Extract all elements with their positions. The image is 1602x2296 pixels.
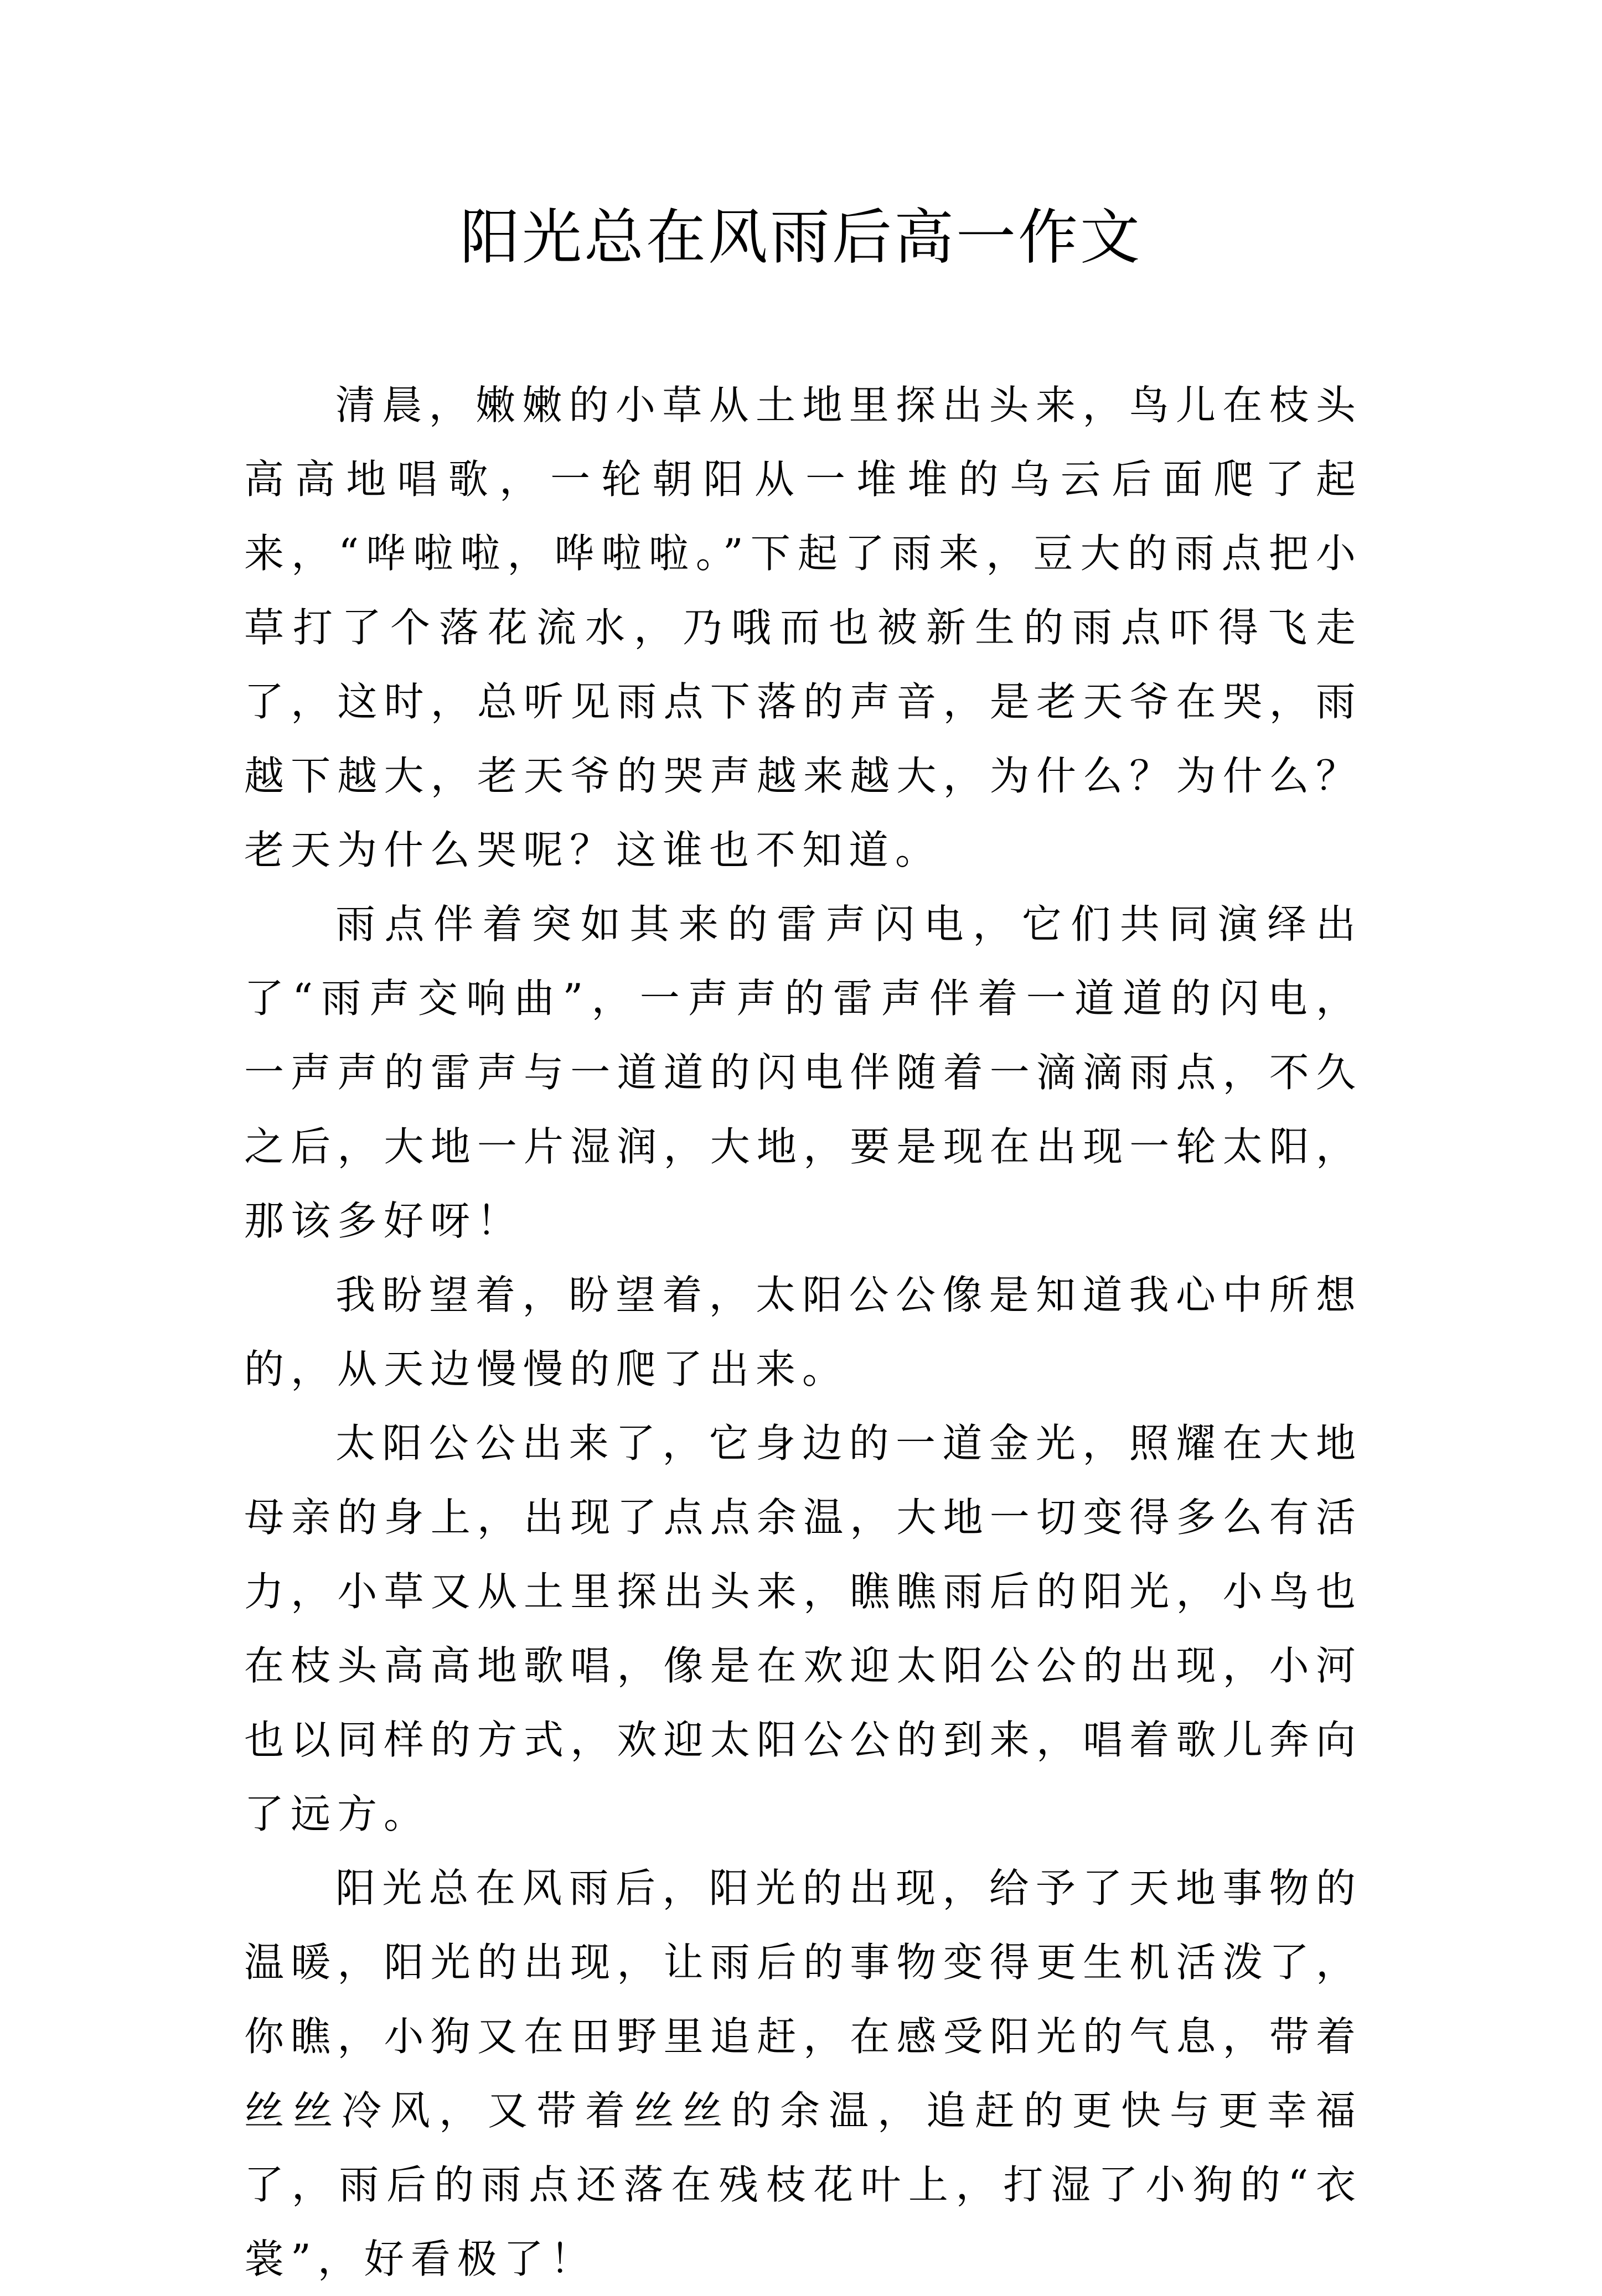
paragraph-4: 太阳公公出来了，它身边的一道金光，照耀在大地母亲的身上，出现了点点余温，大地一切变得多么有活力，小草又从土里探出头来，瞧瞧雨后的阳光，小鸟也在枝头高高地歌唱，像是在欢迎太阳公公的出现，小河也以同样的方式，欢迎太阳公公的到来，唱着歌儿奔向了远方。 — [244, 1420, 1362, 1837]
paragraph-1: 清晨，嫩嫩的小草从土地里探出头来，鸟儿在枝头高高地唱歌，一轮朝阳从一堆堆的乌云后面爬了起来，“哗啦啦，哗啦啦。”下起了雨来，豆大的雨点把小草打了个落花流水，乃哦而也被新生的雨点吓得飞走了，这时，总听见雨点下落的声音，是老天爷在哭，雨越下越大，老天爷的哭声越来越大，为什么？为什么？老天为什么哭呢？这谁也不知道。 — [244, 382, 1362, 873]
document-title: 阳光总在风雨后高一作文 — [459, 203, 1142, 272]
paragraph-3: 我盼望着，盼望着，太阳公公像是知道我心中所想的，从天边慢慢的爬了出来。 — [244, 1272, 1362, 1392]
document-body — [244, 368, 1362, 2296]
paragraph-5: 阳光总在风雨后，阳光的出现，给予了天地事物的温暖，阳光的出现，让雨后的事物变得更生机活泼了，你瞧，小狗又在田野里追赶，在感受阳光的气息，带着丝丝冷风，又带着丝丝的余温，追赶的更快与更幸福了，雨后的雨点还落在残枝花叶上，打湿了小狗的“衣裳”，好看极了！ — [244, 1865, 1362, 2282]
paragraph-2: 雨点伴着突如其来的雷声闪电，它们共同演绎出了“雨声交响曲”，一声声的雷声伴着一道道的闪电，一声声的雷声与一道道的闪电伴随着一滴滴雨点，不久之后，大地一片湿润，大地，要是现在出现一轮太阳，那该多好呀！ — [244, 901, 1362, 1244]
